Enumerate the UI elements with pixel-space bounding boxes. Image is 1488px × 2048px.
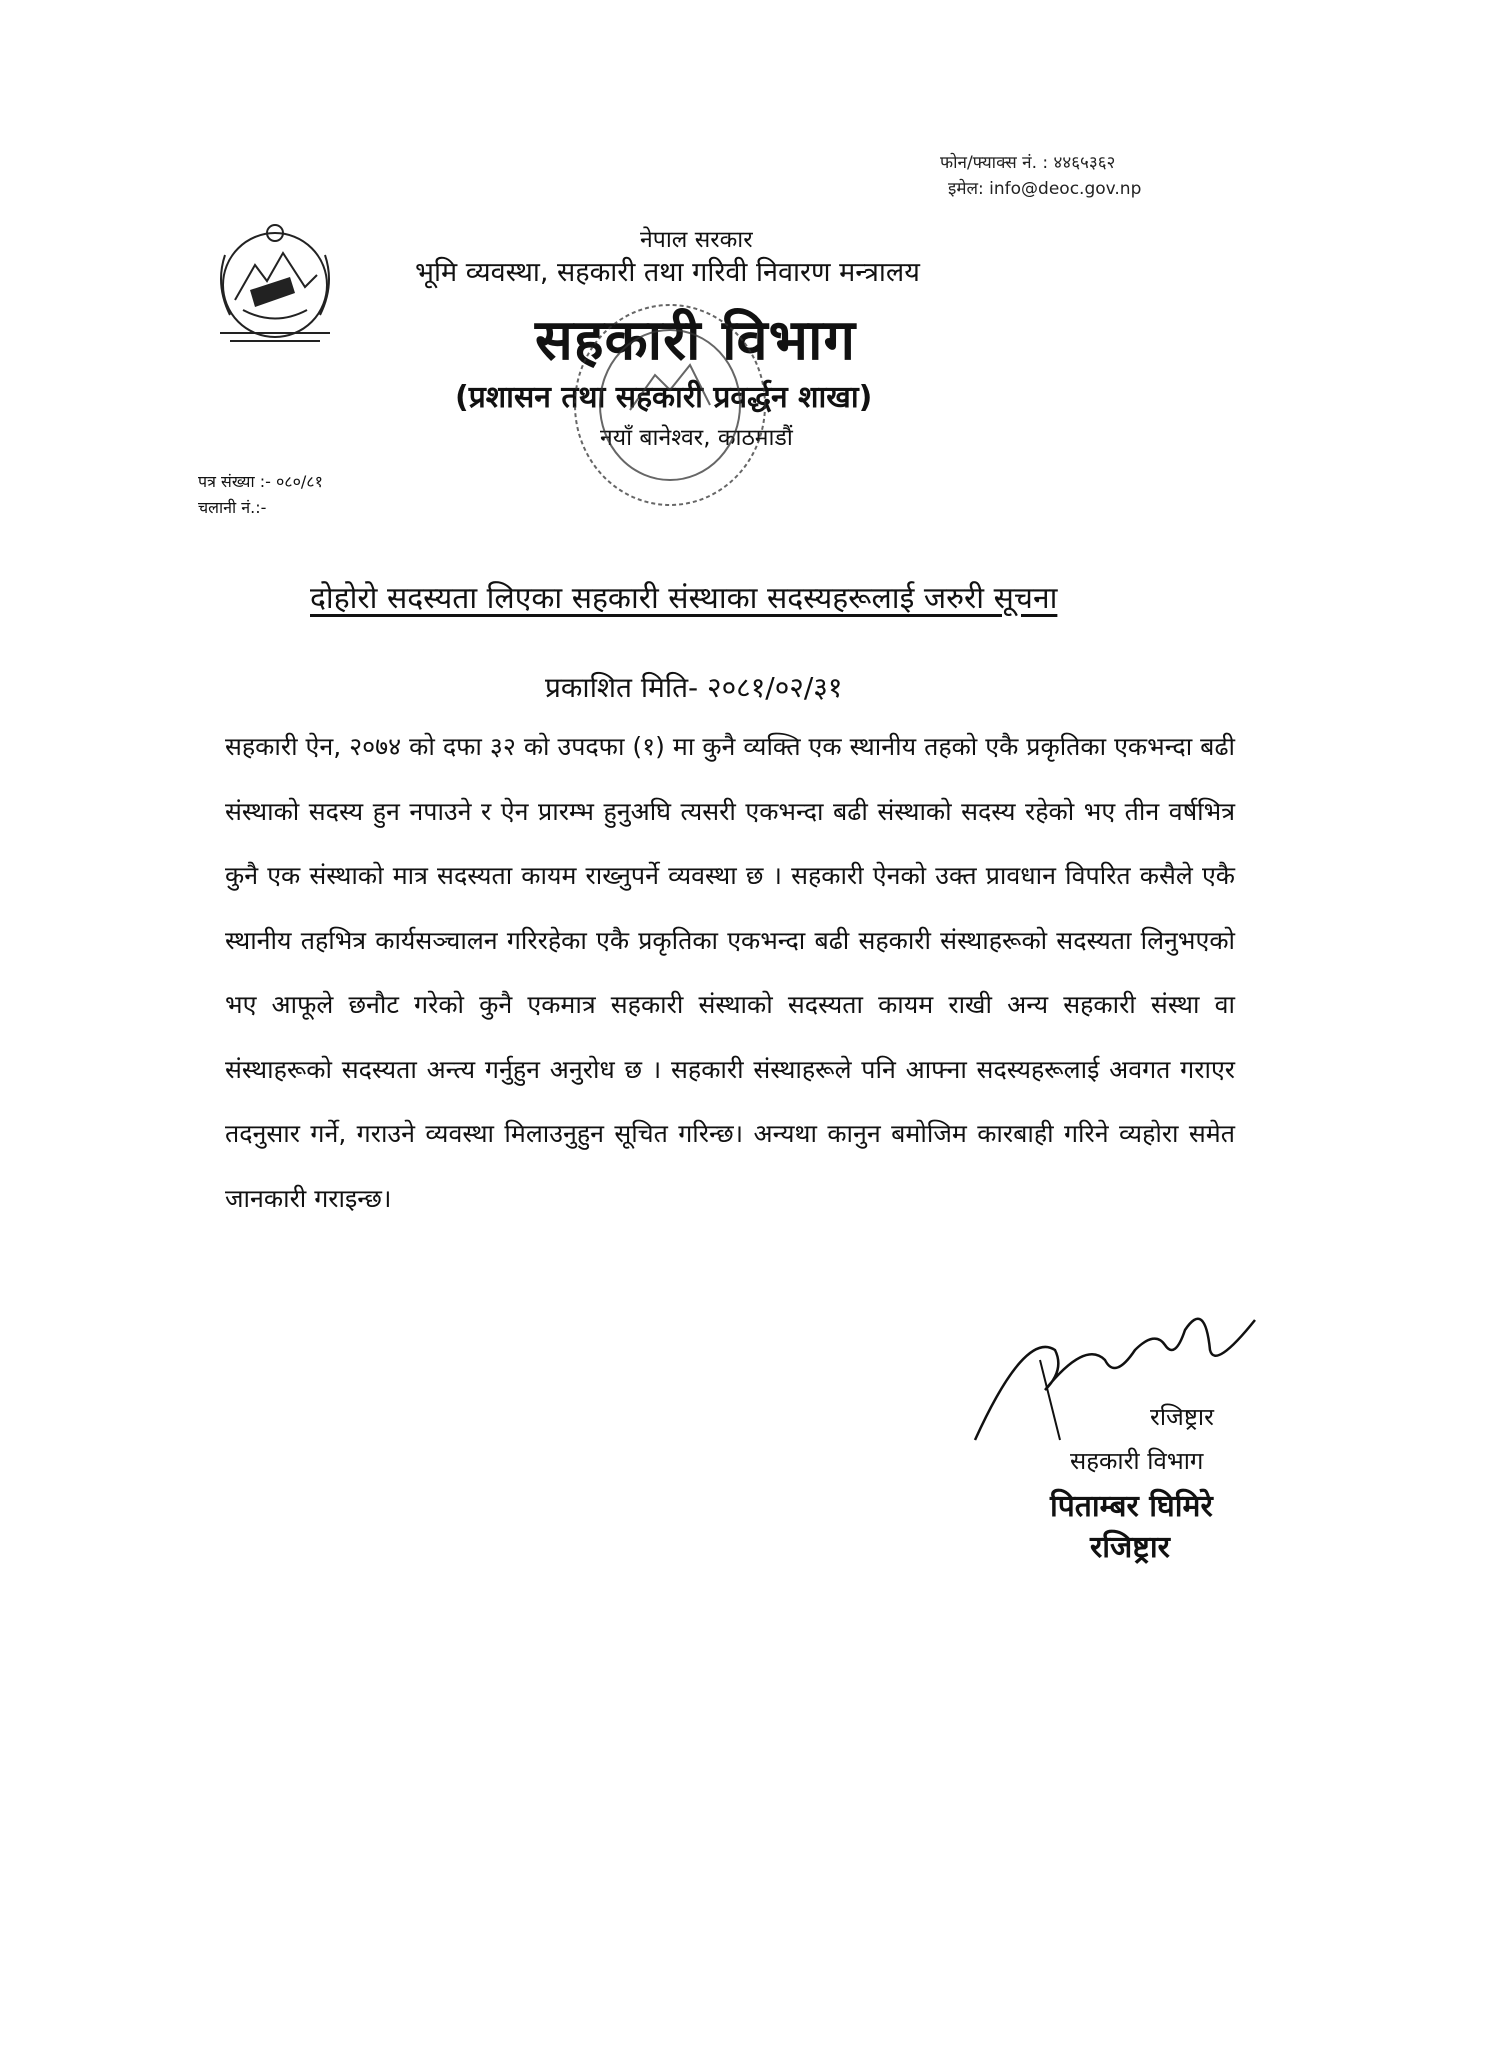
signatory-title: रजिष्ट्रार	[1090, 1530, 1170, 1565]
notice-body: सहकारी ऐन, २०७४ को दफा ३२ को उपदफा (१) मा कुनै व्यक्ति एक स्थानीय तहको एकै प्रकृतिका एकभन्दा बढी संस्थाको सदस्य हुन नपाउने र ऐन प्रारम्भ हुनुअघि त्यसरी एकभन्दा बढी संस्थाको सदस्य रहेको भए तीन वर्षभित्र कुनै एक संस्थाको मात्र सदस्यता कायम राख्नुपर्ने व्यवस्था छ । सहकारी ऐनको उक्त प्रावधान विपरित कसैले एकै स्थानीय तहभित्र कार्यसञ्चालन गरिरहेका एकै प्रकृतिका एकभन्दा बढी सहकारी संस्थाहरूको सदस्यता लिनुभएको भए आफूले छनौट गरेको कुनै एकमात्र सहकारी संस्थाको सदस्यता कायम राखी अन्य सहकारी संस्था वा संस्थाहरूको सदस्यता अन्त्य गर्नुहुन अनुरोध छ । सहकारी संस्थाहरूले पनि आफ्ना सदस्यहरूलाई अवगत गराएर तदनुसार गर्ने, गराउने व्यवस्था मिलाउनुहुन सूचित गरिन्छ। अन्यथा कानुन बमोजिम कारबाही गरिने व्यहोरा समेत जानकारी गराइन्छ।	[225, 732, 1235, 1213]
email: इमेल: info@deoc.gov.np	[948, 179, 1142, 199]
department-title: सहकारी विभाग	[535, 308, 857, 373]
government-name: नेपाल सरकार	[640, 227, 753, 253]
published-date: प्रकाशित मिति- २०८१/०२/३१	[545, 671, 843, 704]
official-stamp-icon	[560, 290, 780, 520]
signatory-name: पिताम्बर घिमिरे	[1050, 1489, 1213, 1524]
nepal-emblem-icon	[195, 215, 355, 365]
office-address: नयाँ बानेश्वर, काठमाडौं	[600, 425, 793, 451]
signatory-title-handwritten: रजिष्ट्रार	[1150, 1403, 1214, 1431]
notice-subject: दोहोरो सदस्यता लिएका सहकारी संस्थाका सदस्यहरूलाई जरुरी सूचना	[310, 581, 1058, 616]
dispatch-number: चलानी नं.:-	[198, 498, 267, 517]
letter-number: पत्र संख्या :- ०८०/८१	[198, 472, 323, 491]
branch-name: (प्रशासन तथा सहकारी प्रवर्द्धन शाखा)	[455, 380, 873, 415]
phone-fax: फोन/फ्याक्स नं. : ४४६५३६२	[940, 153, 1116, 173]
signatory-department: सहकारी विभाग	[1070, 1447, 1204, 1475]
signature-mark-icon	[965, 1290, 1265, 1450]
ministry-name: भूमि व्यवस्था, सहकारी तथा गरिवी निवारण मन्त्रालय	[415, 257, 920, 288]
